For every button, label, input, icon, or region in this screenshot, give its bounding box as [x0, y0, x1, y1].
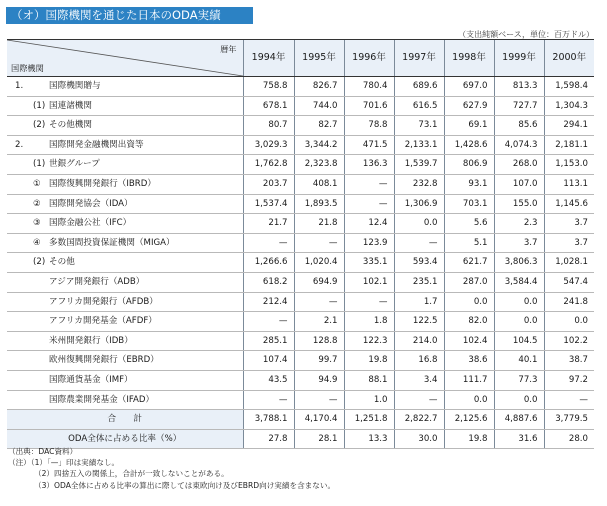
- value-cell: —: [344, 292, 394, 312]
- note-line-3: （3）ODA全体に占める比率の算出に際しては東欧向け及びEBRD向け実績を含まない。: [34, 480, 336, 490]
- total-row: [7, 410, 594, 430]
- row-label: 世銀グループ: [49, 159, 100, 170]
- value-cell: 111.7: [444, 370, 494, 390]
- row-marker: ④: [33, 237, 41, 248]
- value-cell: 0.0: [494, 292, 544, 312]
- value-cell: 3.7: [494, 233, 544, 253]
- table-row: [7, 253, 594, 273]
- table-row: [7, 214, 594, 234]
- row-marker: (1): [33, 159, 46, 170]
- value-cell: 1,539.7: [394, 155, 444, 175]
- value-cell: 28.0: [544, 429, 594, 449]
- row-label: その他機関: [49, 120, 92, 131]
- value-cell: 2.1: [294, 312, 344, 332]
- year-header: 1998年: [444, 40, 494, 77]
- value-cell: 0.0: [444, 292, 494, 312]
- value-cell: 780.4: [344, 77, 394, 97]
- value-cell: 1,251.8: [344, 410, 394, 430]
- row-label-wrap: [7, 312, 243, 331]
- value-cell: 69.1: [444, 116, 494, 136]
- row-label: 国連諸機関: [49, 100, 92, 111]
- row-label-cell: [7, 116, 243, 136]
- value-cell: 727.7: [494, 96, 544, 116]
- value-cell: 1.8: [344, 312, 394, 332]
- value-cell: 408.1: [294, 174, 344, 194]
- year-header: 2000年: [544, 40, 594, 77]
- value-cell: 16.8: [394, 351, 444, 371]
- row-label: その他: [49, 257, 75, 268]
- value-cell: 0.0: [494, 312, 544, 332]
- table-row: [7, 77, 594, 97]
- value-cell: 5.6: [444, 214, 494, 234]
- value-cell: 758.8: [243, 77, 294, 97]
- row-label-wrap: [7, 273, 243, 292]
- value-cell: 235.1: [394, 272, 444, 292]
- value-cell: 287.0: [444, 272, 494, 292]
- value-cell: 93.1: [444, 174, 494, 194]
- value-cell: 627.9: [444, 96, 494, 116]
- row-label: 国際機関贈与: [49, 81, 101, 91]
- value-cell: 122.5: [394, 312, 444, 332]
- value-cell: 618.2: [243, 272, 294, 292]
- value-cell: 2,822.7: [394, 410, 444, 430]
- table-title: （オ）国際機関を通じた日本のODA実績: [6, 7, 253, 24]
- value-cell: —: [394, 390, 444, 410]
- row-label-cell: [7, 77, 243, 97]
- row-marker: (2): [33, 257, 46, 268]
- value-cell: 128.8: [294, 331, 344, 351]
- value-cell: 38.7: [544, 351, 594, 371]
- value-cell: 31.6: [494, 429, 544, 449]
- header-row: [7, 40, 594, 77]
- row-label-cell: [7, 370, 243, 390]
- value-cell: 2,133.1: [394, 135, 444, 155]
- value-cell: 232.8: [394, 174, 444, 194]
- value-cell: 1,537.4: [243, 194, 294, 214]
- note-prefix: （注）: [8, 458, 31, 468]
- value-cell: 113.1: [544, 174, 594, 194]
- row-label-cell: [7, 253, 243, 273]
- value-cell: 38.6: [444, 351, 494, 371]
- value-cell: 621.7: [444, 253, 494, 273]
- value-cell: 27.8: [243, 429, 294, 449]
- year-header: 1995年: [294, 40, 344, 77]
- value-cell: 0.0: [494, 390, 544, 410]
- value-cell: 1,598.4: [544, 77, 594, 97]
- value-cell: —: [294, 233, 344, 253]
- table-row: [7, 272, 594, 292]
- value-cell: 123.9: [344, 233, 394, 253]
- value-cell: 744.0: [294, 96, 344, 116]
- value-cell: 12.4: [344, 214, 394, 234]
- row-label-cell: [7, 351, 243, 371]
- row-marker: (1): [33, 100, 46, 111]
- value-cell: 813.3: [494, 77, 544, 97]
- value-cell: 616.5: [394, 96, 444, 116]
- value-cell: 104.5: [494, 331, 544, 351]
- table-row: [7, 292, 594, 312]
- row-label-cell: [7, 96, 243, 116]
- value-cell: 212.4: [243, 292, 294, 312]
- oda-table: [7, 39, 594, 449]
- value-cell: 0.0: [394, 214, 444, 234]
- row-label: 国際金融公社（IFC）: [49, 218, 132, 229]
- value-cell: 701.6: [344, 96, 394, 116]
- table-row: [7, 135, 594, 155]
- value-cell: 1,028.1: [544, 253, 594, 273]
- value-cell: 1.0: [344, 390, 394, 410]
- value-cell: 13.3: [344, 429, 394, 449]
- value-cell: 1,762.8: [243, 155, 294, 175]
- value-cell: —: [294, 292, 344, 312]
- row-label-wrap: [7, 214, 243, 233]
- value-cell: 1.7: [394, 292, 444, 312]
- value-cell: 1,020.4: [294, 253, 344, 273]
- row-label-wrap: [7, 234, 243, 253]
- value-cell: 1,893.5: [294, 194, 344, 214]
- table-row: [7, 370, 594, 390]
- row-label-cell: [7, 155, 243, 175]
- row-marker: (2): [33, 120, 46, 131]
- value-cell: 241.8: [544, 292, 594, 312]
- value-cell: 0.0: [444, 390, 494, 410]
- value-cell: 82.0: [444, 312, 494, 332]
- corner-year-label: 暦年: [220, 44, 237, 54]
- value-cell: 102.4: [444, 331, 494, 351]
- row-label-cell: [7, 174, 243, 194]
- value-cell: 2,181.1: [544, 135, 594, 155]
- row-label-wrap: [7, 175, 243, 194]
- value-cell: 40.1: [494, 351, 544, 371]
- value-cell: 77.3: [494, 370, 544, 390]
- row-label-wrap: [7, 371, 243, 390]
- value-cell: 3.7: [544, 214, 594, 234]
- value-cell: —: [243, 390, 294, 410]
- row-label-wrap: [7, 77, 243, 96]
- value-cell: 268.0: [494, 155, 544, 175]
- value-cell: 97.2: [544, 370, 594, 390]
- value-cell: 3.4: [394, 370, 444, 390]
- value-cell: 85.6: [494, 116, 544, 136]
- note-line-1: [8, 457, 335, 468]
- value-cell: 294.1: [544, 116, 594, 136]
- value-cell: 1,153.0: [544, 155, 594, 175]
- value-cell: 2.3: [494, 214, 544, 234]
- unit-note: （支出純額ベース，単位：百万ドル）: [458, 30, 594, 39]
- table-row: [7, 174, 594, 194]
- year-header: 1997年: [394, 40, 444, 77]
- row-label: アフリカ開発銀行（AFDB）: [49, 296, 158, 307]
- value-cell: —: [243, 312, 294, 332]
- value-cell: 88.1: [344, 370, 394, 390]
- year-header: 1996年: [344, 40, 394, 77]
- value-cell: 107.0: [494, 174, 544, 194]
- table-row: [7, 194, 594, 214]
- row-label-cell: [7, 292, 243, 312]
- value-cell: 1,145.6: [544, 194, 594, 214]
- value-cell: 3.7: [544, 233, 594, 253]
- value-cell: 19.8: [444, 429, 494, 449]
- value-cell: 107.4: [243, 351, 294, 371]
- value-cell: 203.7: [243, 174, 294, 194]
- row-label-wrap: [7, 195, 243, 214]
- value-cell: 2,125.6: [444, 410, 494, 430]
- value-cell: 471.5: [344, 135, 394, 155]
- value-cell: 78.8: [344, 116, 394, 136]
- row-label: 国際開発協会（IDA）: [49, 198, 133, 209]
- value-cell: 1,304.3: [544, 96, 594, 116]
- value-cell: 102.1: [344, 272, 394, 292]
- value-cell: 806.9: [444, 155, 494, 175]
- value-cell: —: [394, 233, 444, 253]
- row-label-cell: [7, 390, 243, 410]
- value-cell: 21.7: [243, 214, 294, 234]
- value-cell: 335.1: [344, 253, 394, 273]
- value-cell: 285.1: [243, 331, 294, 351]
- row-label: アジア開発銀行（ADB）: [49, 276, 145, 287]
- row-label-cell: [7, 233, 243, 253]
- value-cell: 3,029.3: [243, 135, 294, 155]
- value-cell: 3,584.4: [494, 272, 544, 292]
- table-row: [7, 351, 594, 371]
- table-row: [7, 331, 594, 351]
- row-marker: ①: [33, 178, 41, 189]
- row-label-wrap: [7, 293, 243, 312]
- row-label-wrap: [7, 332, 243, 351]
- row-label: 米州開発銀行（IDB）: [49, 335, 133, 346]
- row-label-cell: [7, 214, 243, 234]
- row-label-wrap: [7, 116, 243, 135]
- value-cell: 5.1: [444, 233, 494, 253]
- notes: [8, 446, 335, 491]
- value-cell: —: [544, 390, 594, 410]
- value-cell: 28.1: [294, 429, 344, 449]
- value-cell: 4,074.3: [494, 135, 544, 155]
- row-label-wrap: [7, 136, 243, 155]
- value-cell: 1,428.6: [444, 135, 494, 155]
- row-label-wrap: [7, 253, 243, 272]
- value-cell: 1,266.6: [243, 253, 294, 273]
- note-line-2: （2）四捨五入の関係上，合計が一致しないことがある。: [34, 469, 229, 479]
- row-label: 欧州復興開発銀行（EBRD）: [49, 355, 159, 366]
- row-label: 国際復興開発銀行（IBRD）: [49, 178, 156, 189]
- value-cell: 99.7: [294, 351, 344, 371]
- total-row-label: 合 計: [7, 410, 243, 430]
- value-cell: 122.3: [344, 331, 394, 351]
- value-cell: 155.0: [494, 194, 544, 214]
- note-item: （1）「—」印は実績なし。: [30, 458, 120, 468]
- row-label-wrap: [7, 351, 243, 370]
- value-cell: 826.7: [294, 77, 344, 97]
- table-row: [7, 312, 594, 332]
- value-cell: 3,779.5: [544, 410, 594, 430]
- ratio-row-label: ODA全体に占める比率（%）: [7, 429, 243, 449]
- row-label: 国際通貨基金（IMF）: [49, 374, 133, 385]
- value-cell: 3,806.3: [494, 253, 544, 273]
- table-row: [7, 96, 594, 116]
- value-cell: 4,170.4: [294, 410, 344, 430]
- row-label-wrap: [7, 97, 243, 116]
- row-label-cell: [7, 312, 243, 332]
- value-cell: 214.0: [394, 331, 444, 351]
- table-body: [7, 77, 594, 449]
- value-cell: 102.2: [544, 331, 594, 351]
- value-cell: —: [243, 233, 294, 253]
- value-cell: 4,887.6: [494, 410, 544, 430]
- row-label-wrap: [7, 391, 243, 410]
- value-cell: 21.8: [294, 214, 344, 234]
- value-cell: —: [294, 390, 344, 410]
- value-cell: —: [344, 174, 394, 194]
- table-row: [7, 233, 594, 253]
- value-cell: 19.8: [344, 351, 394, 371]
- value-cell: 593.4: [394, 253, 444, 273]
- value-cell: 43.5: [243, 370, 294, 390]
- value-cell: 703.1: [444, 194, 494, 214]
- row-marker: 2.: [15, 139, 24, 150]
- value-cell: 694.9: [294, 272, 344, 292]
- value-cell: 697.0: [444, 77, 494, 97]
- header-corner-cell: [7, 40, 243, 77]
- value-cell: 2,323.8: [294, 155, 344, 175]
- value-cell: 0.0: [544, 312, 594, 332]
- table-row: [7, 390, 594, 410]
- value-cell: 136.3: [344, 155, 394, 175]
- row-marker: ②: [33, 198, 41, 209]
- table-row: [7, 116, 594, 136]
- value-cell: 3,344.2: [294, 135, 344, 155]
- row-label: 国際開発金融機関出資等: [49, 139, 144, 150]
- value-cell: 1,306.9: [394, 194, 444, 214]
- value-cell: 3,788.1: [243, 410, 294, 430]
- value-cell: 73.1: [394, 116, 444, 136]
- row-label-cell: [7, 331, 243, 351]
- value-cell: 82.7: [294, 116, 344, 136]
- source-note: （出典：DAC資料）: [8, 447, 78, 456]
- year-header: 1999年: [494, 40, 544, 77]
- row-marker: 1.: [15, 81, 24, 91]
- value-cell: 94.9: [294, 370, 344, 390]
- table-row: [7, 155, 594, 175]
- value-cell: 678.1: [243, 96, 294, 116]
- corner-org-label: 国際機関: [11, 63, 44, 73]
- row-label-wrap: [7, 155, 243, 174]
- value-cell: —: [344, 194, 394, 214]
- value-cell: 30.0: [394, 429, 444, 449]
- row-label-cell: [7, 272, 243, 292]
- row-label: 国際農業開発基金（IFAD）: [49, 394, 155, 405]
- row-label-cell: [7, 135, 243, 155]
- row-label-cell: [7, 194, 243, 214]
- value-cell: 547.4: [544, 272, 594, 292]
- value-cell: 689.6: [394, 77, 444, 97]
- row-label: アフリカ開発基金（AFDF）: [49, 316, 157, 327]
- row-label: 多数国間投資保証機関（MIGA）: [49, 237, 175, 248]
- value-cell: 80.7: [243, 116, 294, 136]
- row-marker: ③: [33, 218, 41, 229]
- year-header: 1994年: [243, 40, 294, 77]
